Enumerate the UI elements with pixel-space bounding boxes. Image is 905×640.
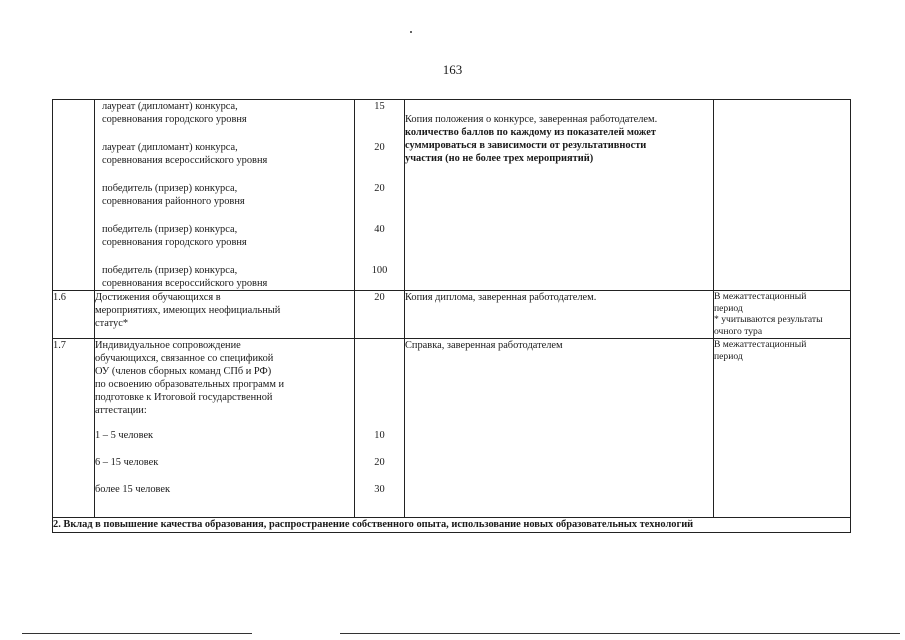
list-item xyxy=(95,223,354,264)
points-value: 30 xyxy=(374,484,385,495)
list-item xyxy=(95,182,354,223)
scan-edge-line xyxy=(22,633,252,634)
item-line: соревнования всероссийского уровня xyxy=(102,155,268,166)
list-item xyxy=(95,141,354,182)
list-item: 6 – 15 человек xyxy=(95,457,159,468)
item-line: соревнования городского уровня xyxy=(102,237,247,248)
document-cell xyxy=(405,100,714,291)
criteria-line: статус* xyxy=(95,318,129,329)
section-title: 2. Вклад в повышение качества образования, распространение собственного опыта, использование новых образовательных технологий xyxy=(53,518,851,533)
points-value: 10 xyxy=(374,430,385,441)
table-row xyxy=(53,339,851,518)
item-line: соревнования городского уровня xyxy=(102,114,247,125)
note-line: период xyxy=(714,350,743,362)
document-text: Копия положения о конкурсе, заверенная работодателем. xyxy=(405,114,658,125)
item-line: лауреат (дипломант) конкурса, xyxy=(102,101,238,112)
points-cell xyxy=(355,339,405,518)
criteria-line: Индивидуальное сопровождение xyxy=(95,340,241,351)
document-text: Копия диплома, заверенная работодателем. xyxy=(405,291,714,339)
table-row xyxy=(53,100,851,291)
criteria-line: по освоению образовательных программ и xyxy=(95,379,285,390)
criteria-line: аттестации: xyxy=(95,405,147,416)
list-item xyxy=(95,264,354,290)
item-line: лауреат (дипломант) конкурса, xyxy=(102,142,238,153)
item-line: победитель (призер) конкурса, xyxy=(102,183,238,194)
item-line: победитель (призер) конкурса, xyxy=(102,265,238,276)
list-item: 1 – 5 человек xyxy=(95,430,154,441)
table-row xyxy=(53,291,851,339)
page-number: 163 xyxy=(442,62,463,77)
notes-cell xyxy=(714,291,851,339)
criteria-cell xyxy=(95,339,355,518)
list-item: более 15 человек xyxy=(95,484,171,495)
document-note-bold: количество баллов по каждому из показателей может xyxy=(405,127,656,138)
note-line: очного тура xyxy=(714,325,763,337)
note-line: В межаттестационный xyxy=(714,339,807,350)
points-value: 20 xyxy=(374,142,385,153)
criteria-line: ОУ (членов сборных команд СПб и РФ) xyxy=(95,366,272,377)
row-number-cell xyxy=(53,100,95,291)
points-value: 20 xyxy=(374,457,385,468)
scan-edge-line xyxy=(340,633,900,634)
item-line: соревнования всероссийского уровня xyxy=(102,278,268,289)
points-cell xyxy=(355,100,405,291)
points-value: 20 xyxy=(355,291,405,339)
item-line: соревнования районного уровня xyxy=(102,196,245,207)
points-value: 100 xyxy=(371,265,388,276)
criteria-cell xyxy=(95,291,355,339)
scan-speck xyxy=(410,31,412,33)
points-value: 20 xyxy=(374,183,385,194)
list-item xyxy=(95,100,354,141)
criteria-line: обучающихся, связанное со спецификой xyxy=(95,353,274,364)
document-note-bold: суммироваться в зависимости от результативности xyxy=(405,140,647,151)
note-line: * учитываются результаты xyxy=(714,314,823,325)
document-text: Справка, заверенная работодателем xyxy=(405,339,714,518)
item-line: победитель (призер) конкурса, xyxy=(102,224,238,235)
document-note-bold: участия (но не более трех мероприятий) xyxy=(405,153,594,164)
section-row xyxy=(53,518,851,533)
note-line: В межаттестационный xyxy=(714,291,807,302)
notes-cell xyxy=(714,339,851,518)
points-value: 15 xyxy=(374,101,385,112)
row-number: 1.6 xyxy=(53,291,95,339)
points-value: 40 xyxy=(374,224,385,235)
row-number: 1.7 xyxy=(53,339,95,518)
criteria-line: мероприятиях, имеющих неофициальный xyxy=(95,305,281,316)
criteria-line: Достижения обучающихся в xyxy=(95,292,221,303)
note-line: период xyxy=(714,302,743,314)
criteria-table xyxy=(52,99,851,533)
criteria-cell xyxy=(95,100,355,291)
criteria-line: подготовке к Итоговой государственной xyxy=(95,392,273,403)
notes-cell xyxy=(714,100,851,291)
